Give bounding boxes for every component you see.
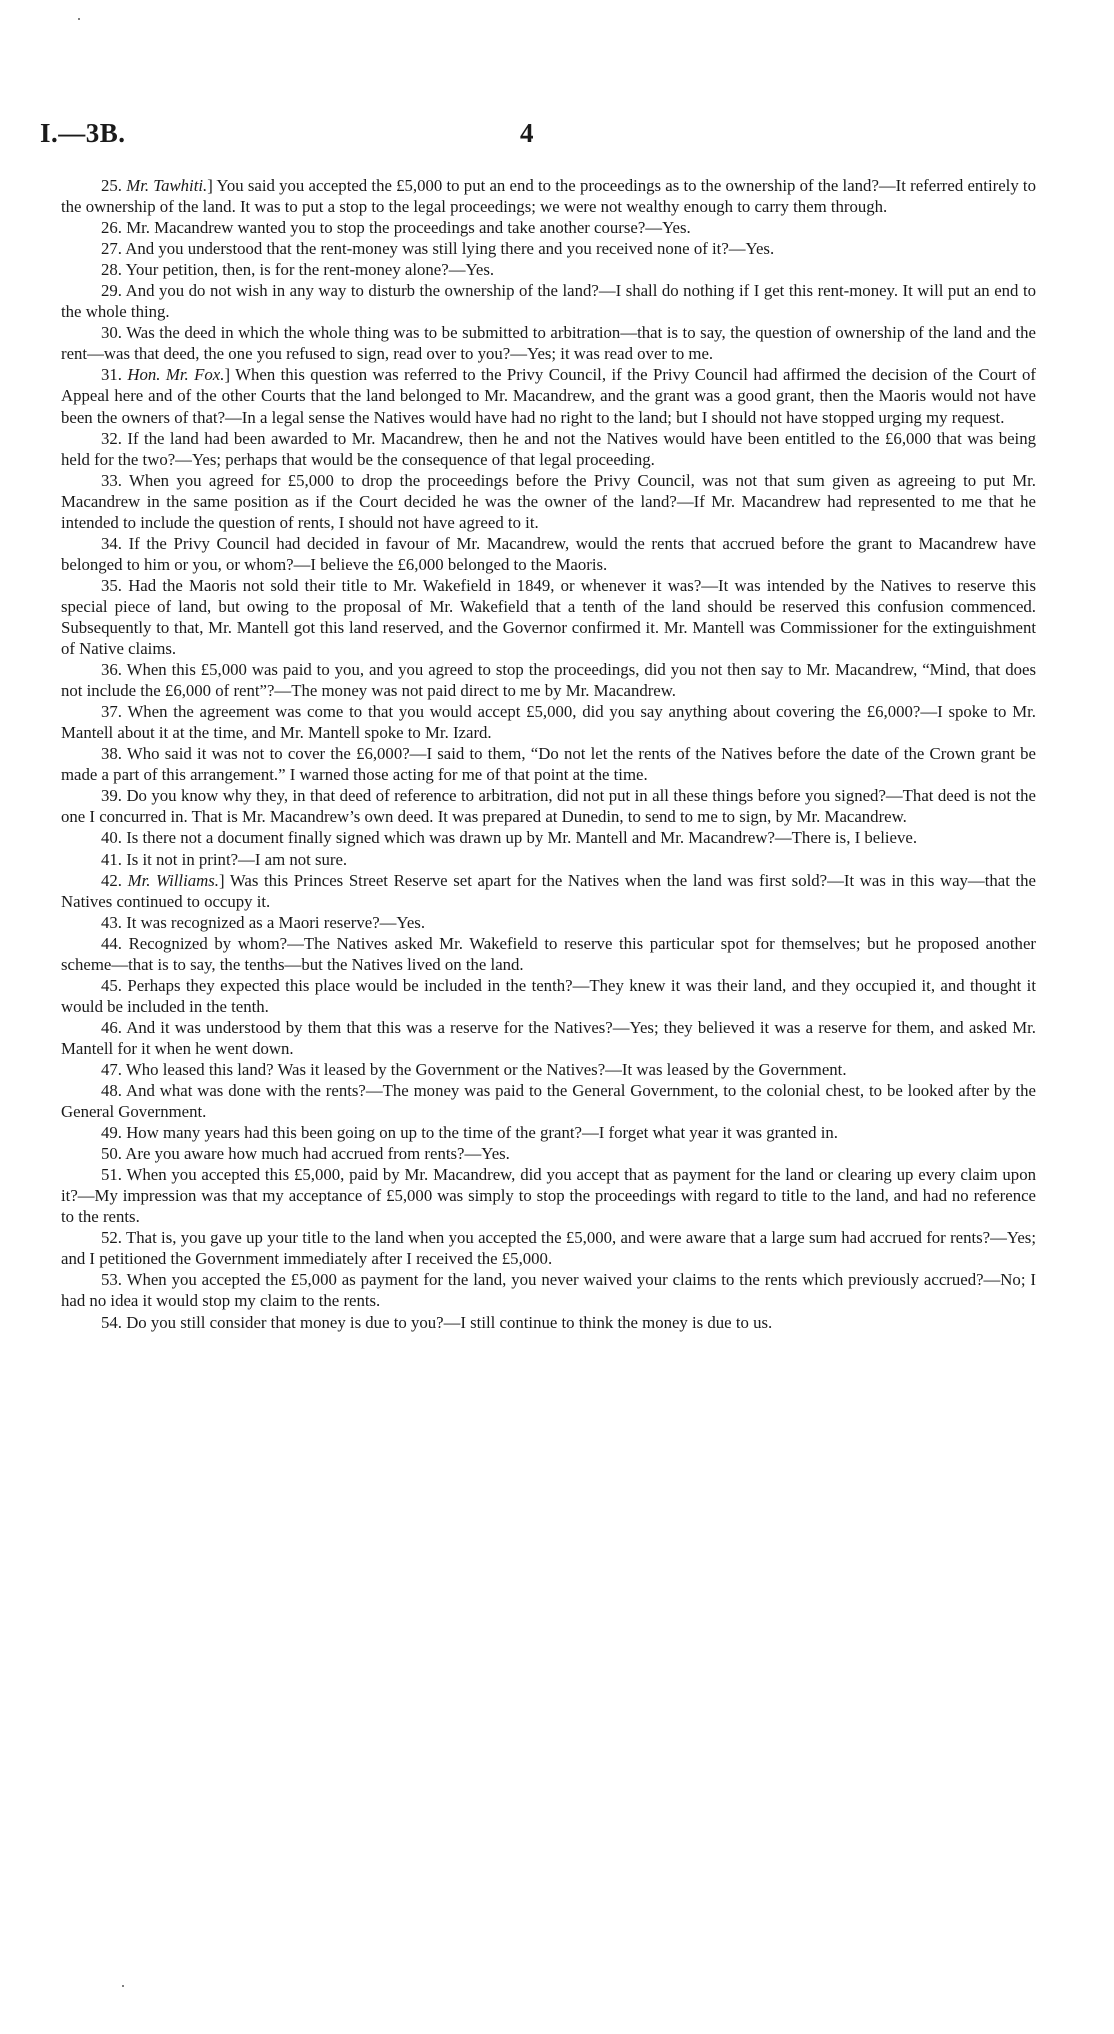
question-number: 51. [101,1165,122,1185]
question-answer-paragraph [61,322,1036,364]
question-answer-paragraph [61,1312,1036,1333]
paper-speck [78,18,80,20]
question-answer-text: When you accepted the £5,000 as payment for the land, you never waived your claims to the rents which previously accrued?—No; I had no idea it would stop my claim to the rents. [61,1270,1036,1311]
question-number: 47. [101,1059,122,1079]
question-answer-paragraph [61,743,1036,785]
question-answer-text: If the land had been awarded to Mr. Macandrew, then he and not the Natives would have been entitled to the £6,000 that was being held for the two?—Yes; perhaps that would be the consequence of that legal proceeding. [61,428,1036,469]
question-answer-paragraph [61,701,1036,743]
question-number: 54. [101,1312,122,1332]
question-answer-paragraph [61,1164,1036,1227]
question-answer-text: Who leased this land? Was it leased by the Government or the Natives?—It was leased by the Government. [125,1059,847,1079]
question-answer-text: Your petition, then, is for the rent-money alone?—Yes. [125,260,495,280]
question-answer-paragraph [61,1143,1036,1164]
question-number: 45. [101,975,122,995]
question-number: 43. [101,912,122,932]
question-answer-text: ] Was this Princes Street Reserve set apart for the Natives when the land was first sold?—It was in this way—that the Natives continued to occupy it. [61,870,1036,911]
question-number: 25. [101,176,122,195]
question-number: 52. [101,1228,122,1248]
document-reference: I.—3B. [40,118,126,148]
question-number: 44. [101,933,122,953]
question-answer-text: Perhaps they expected this place would be included in the tenth?—They knew it was their land, and they occupied it, and thought it would be included in the tenth. [61,975,1037,1016]
question-answer-text: Recognized by whom?—The Natives asked Mr. Wakefield to reserve this particular spot for themselves; but he proposed another scheme—that is to say, the tenths—but the Natives lived on the land. [61,933,1036,974]
question-answer-text: If the Privy Council had decided in favour of Mr. Macandrew, would the rents that accrued before the grant to Macandrew have belonged to him or you, or whom?—I believe the £6,000 belonged to the Maoris. [61,533,1036,574]
question-answer-text: And it was understood by them that this was a reserve for the Natives?—Yes; they believed it was a reserve for them, and asked Mr. Mantell for it when he went down. [61,1017,1036,1058]
question-answer-text: When this £5,000 was paid to you, and you agreed to stop the proceedings, did you not then say to Mr. Macandrew, “Mind, that does not include the £6,000 of rent”?—The money was not paid direct to me by Mr. Macandrew. [61,660,1036,701]
speaker-name: Hon. Mr. Fox. [127,365,225,385]
question-answer-text: And what was done with the rents?—The money was paid to the General Government, to the colonial chest, to be looked after by the General Government. [61,1081,1036,1122]
question-answer-paragraph [61,659,1036,701]
question-number: 46. [101,1017,122,1037]
question-number: 48. [101,1081,122,1101]
question-answer-paragraph [61,933,1036,975]
page-header [40,118,1074,158]
question-answer-paragraph [61,259,1036,280]
question-answer-paragraph [61,470,1036,533]
question-answer-paragraph [61,1017,1036,1059]
question-number: 40. [101,828,122,848]
paper-speck [122,1985,124,1987]
question-answer-paragraph [61,1122,1036,1143]
question-number: 34. [101,533,122,553]
question-answer-text: Do you still consider that money is due to you?—I still continue to think the money is due to us. [126,1312,773,1332]
question-number: 39. [101,786,122,806]
question-answer-text: Had the Maoris not sold their title to Mr. Wakefield in 1849, or whenever it was?—It was intended by the Natives to reserve this special piece of land, but owing to the proposal of Mr. Wakefield that a tenth of the land should be reserved this confusion commenced. Subsequently to that, Mr. Mantell got this land reserved, and the Governor confirmed it. Mr. Mantell was Commissioner for the extinguishment of Native claims. [61,575,1037,659]
question-number: 41. [101,849,122,869]
question-answer-text: Do you know why they, in that deed of reference to arbitration, did not put in all these things before you signed?—That deed is not the one I concurred in. That is Mr. Macandrew’s own deed. It was prepared at Dunedin, to send to me to sign, by Mr. Macandrew. [61,786,1037,827]
question-number: 29. [101,281,122,301]
question-answer-text: It was recognized as a Maori reserve?—Yes. [126,912,426,932]
question-number: 33. [101,470,122,490]
question-answer-paragraph [61,238,1036,259]
question-answer-paragraph [61,217,1036,238]
question-number: 28. [101,260,122,280]
question-answer-paragraph [61,849,1036,870]
question-answer-text: Was the deed in which the whole thing was to be submitted to arbitration—that is to say, the question of ownership of the land and the rent—was that deed, the one you refused to sign, read over to you?—Yes; it was read over to me. [61,323,1036,364]
question-answer-text: And you understood that the rent-money was still lying there and you received none of it?—Yes. [125,239,775,259]
question-answer-paragraph [61,428,1036,470]
question-number: 36. [101,660,122,680]
question-answer-paragraph [61,1059,1036,1080]
speaker-name: Mr. Williams. [127,870,219,890]
question-answer-paragraph [61,1227,1036,1269]
speaker-name: Mr. Tawhiti. [126,176,208,195]
question-number: 38. [101,744,122,764]
question-answer-paragraph [61,280,1036,322]
question-number: 30. [101,323,122,343]
question-answer-text: Mr. Macandrew wanted you to stop the proceedings and take another course?—Yes. [126,218,691,238]
question-answer-text: When you accepted this £5,000, paid by Mr. Macandrew, did you accept that as payment for the land or clearing up every claim upon it?—My impression was that my acceptance of £5,000 was simply to stop the proceedings with regard to title to the land, and had no reference to the rents. [61,1165,1036,1227]
question-answer-text: How many years had this been going on up to the time of the grant?—I forget what year it was granted in. [126,1123,838,1143]
question-number: 26. [101,218,122,238]
question-number: 53. [101,1270,122,1290]
question-answer-text: Who said it was not to cover the £6,000?—I said to them, “Do not let the rents of the Natives before the date of the Crown grant be made a part of this arrangement.” I warned those acting for me of that point at the time. [61,744,1036,785]
question-answer-paragraph [61,912,1036,933]
question-number: 27. [101,239,122,259]
question-number: 37. [101,702,122,722]
question-answer-text: ] When this question was referred to the Privy Council, if the Privy Council had affirmed the decision of the Court of Appeal here and of the other Courts that the land belonged to Mr. Macandrew, and the grant was a good grant, then the Maoris would not have been the owners of that?—In a legal sense the Natives would have had no right to the land; but I should not have stopped urging my request. [61,365,1036,427]
question-answer-text: Is there not a document finally signed which was drawn up by Mr. Mantell and Mr. Macandrew?—There is, I believe. [126,828,918,848]
question-answer-text: Is it not in print?—I am not sure. [126,849,348,869]
question-answer-paragraph [61,870,1036,912]
question-answer-paragraph [61,175,1036,217]
question-answer-text: Are you aware how much had accrued from rents?—Yes. [125,1144,510,1164]
question-answer-text: ] You said you accepted the £5,000 to put an end to the proceedings as to the ownership of the land?—It referred entirely to the ownership of the land. It was to put a stop to the legal proceedings; we were not wealthy enough to carry them through. [61,176,1036,217]
question-answer-text: When the agreement was come to that you would accept £5,000, did you say anything about covering the £6,000?—I spoke to Mr. Mantell about it at the time, and Mr. Mantell spoke to Mr. Izard. [61,702,1036,743]
question-number: 49. [101,1123,122,1143]
transcript-body [61,175,1036,1333]
question-answer-text: That is, you gave up your title to the land when you accepted the £5,000, and were aware that a large sum had accrued for rents?—Yes; and I petitioned the Government immediately after I received the £5,000. [61,1228,1036,1269]
question-answer-paragraph [61,827,1036,848]
question-answer-paragraph [61,1269,1036,1311]
question-number: 50. [101,1144,122,1164]
question-answer-text: When you agreed for £5,000 to drop the proceedings before the Privy Council, was not that sum given as agreeing to put Mr. Macandrew in the same position as if the Court decided he was the owner of the land?—If Mr. Macandrew had represented to me that he intended to include the question of rents, I should not have agreed to it. [61,470,1036,532]
question-answer-text: And you do not wish in any way to disturb the ownership of the land?—I shall do nothing if I get this rent-money. It will put an end to the whole thing. [61,281,1036,322]
question-answer-paragraph [61,533,1036,575]
question-number: 31. [101,365,122,385]
question-answer-paragraph [61,364,1036,427]
question-number: 35. [101,575,122,595]
question-answer-paragraph [61,1080,1036,1122]
page-number: 4 [520,118,534,148]
question-answer-paragraph [61,975,1036,1017]
question-answer-paragraph [61,785,1036,827]
question-number: 32. [101,428,122,448]
question-answer-paragraph [61,575,1036,659]
question-number: 42. [101,870,122,890]
